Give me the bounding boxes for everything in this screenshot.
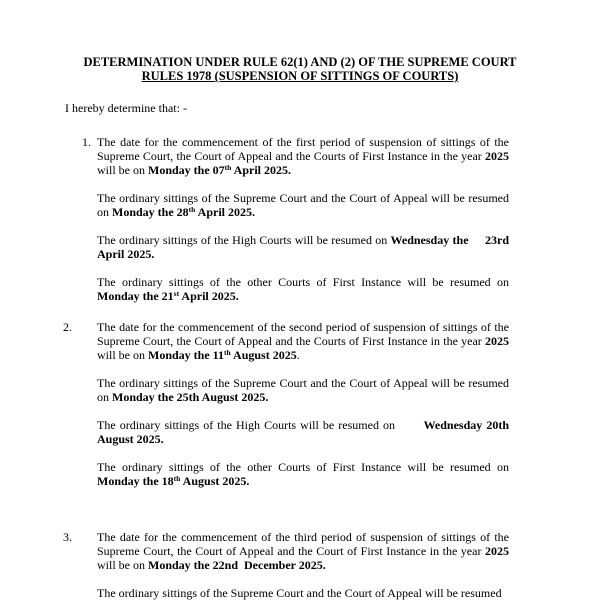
text-run: The ordinary sittings of the High Courts will be resumed on xyxy=(97,418,424,432)
item-paragraph xyxy=(97,275,509,303)
list-item xyxy=(0,135,600,303)
text-run: August 2025. xyxy=(180,474,250,488)
item-body xyxy=(97,320,509,488)
text-run: th xyxy=(173,474,181,483)
text-run: April 2025. xyxy=(231,163,292,177)
text-run: 2025 xyxy=(485,334,509,348)
item-paragraph xyxy=(97,191,509,219)
text-run: The ordinary sittings of the Supreme Court and the Court of Appeal will be resumed xyxy=(97,586,502,600)
item-paragraph xyxy=(97,376,509,404)
text-run: will be on xyxy=(97,163,148,177)
text-run: Wednesday the 23rd April 2025. xyxy=(97,233,509,261)
item-paragraph xyxy=(97,586,509,600)
text-run: The ordinary sittings of the other Courts of First Instance will be resumed on xyxy=(97,275,509,289)
text-run: August 2025 xyxy=(230,348,297,362)
item-number: 2. xyxy=(63,320,72,334)
text-run: th xyxy=(224,348,231,357)
text-run: The date for the commencement of the third period of suspension of sittings of the Supreme Court, the Court of Appeal and the Court of First Instance in the year xyxy=(97,530,509,558)
item-paragraph xyxy=(97,530,509,572)
title-line-2: RULES 1978 (SUSPENSION OF SITTINGS OF COURTS) xyxy=(141,69,459,83)
text-run: Monday the 22nd December 2025. xyxy=(148,558,326,572)
text-run: Monday the 18 xyxy=(97,474,174,488)
list-item xyxy=(0,320,600,488)
text-run: will be on xyxy=(97,348,148,362)
text-run: will be on xyxy=(97,558,148,572)
text-run: 2025 xyxy=(485,544,509,558)
text-run: The ordinary sittings of the other Courts of First Instance will be resumed on xyxy=(97,460,509,474)
text-run: Monday the 07 xyxy=(148,163,225,177)
item-number: 3. xyxy=(63,530,72,544)
text-run: April 2025. xyxy=(179,289,239,303)
text-run: The ordinary sittings of the High Courts will be resumed on xyxy=(97,233,391,247)
text-run: The date for the commencement of the second period of suspension of sittings of the Supreme Court, the Court of Appeal and the Courts of First Instance in the year xyxy=(97,320,509,348)
text-run: Wednesday 20th August 2025. xyxy=(97,418,509,446)
text-run: th xyxy=(224,163,232,172)
list-item xyxy=(0,530,600,600)
item-paragraph xyxy=(97,460,509,488)
text-run: Monday the 11 xyxy=(148,348,225,362)
item-body xyxy=(97,135,509,303)
text-run: Monday the 25th August 2025. xyxy=(112,390,269,404)
text-run: th xyxy=(188,205,196,214)
text-run: April 2025. xyxy=(195,205,256,219)
text-run: The ordinary sittings of the Supreme Court and the Court of Appeal will be resumed on xyxy=(97,376,509,404)
item-paragraph xyxy=(97,135,509,177)
item-paragraph xyxy=(97,233,509,261)
item-body xyxy=(97,530,509,600)
item-paragraph xyxy=(97,418,509,446)
text-run: Monday the 28 xyxy=(112,205,189,219)
item-paragraph xyxy=(97,320,509,362)
text-run: Monday the 21 xyxy=(97,289,174,303)
text-run: The date for the commencement of the first period of suspension of sittings of the Supreme Court, the Court of Appeal and the Courts of First Instance in the year xyxy=(97,135,509,163)
text-run: The ordinary sittings of the Supreme Court and the Court of Appeal will be resumed on xyxy=(97,191,509,219)
text-run: 2025 xyxy=(485,149,509,163)
title-line-1: DETERMINATION UNDER RULE 62(1) AND (2) OF THE SUPREME COURT xyxy=(83,55,517,69)
intro-text: I hereby determine that: - xyxy=(65,101,187,115)
text-run: . xyxy=(296,348,300,362)
item-number: 1. xyxy=(82,135,91,149)
text-run: st xyxy=(173,289,180,298)
